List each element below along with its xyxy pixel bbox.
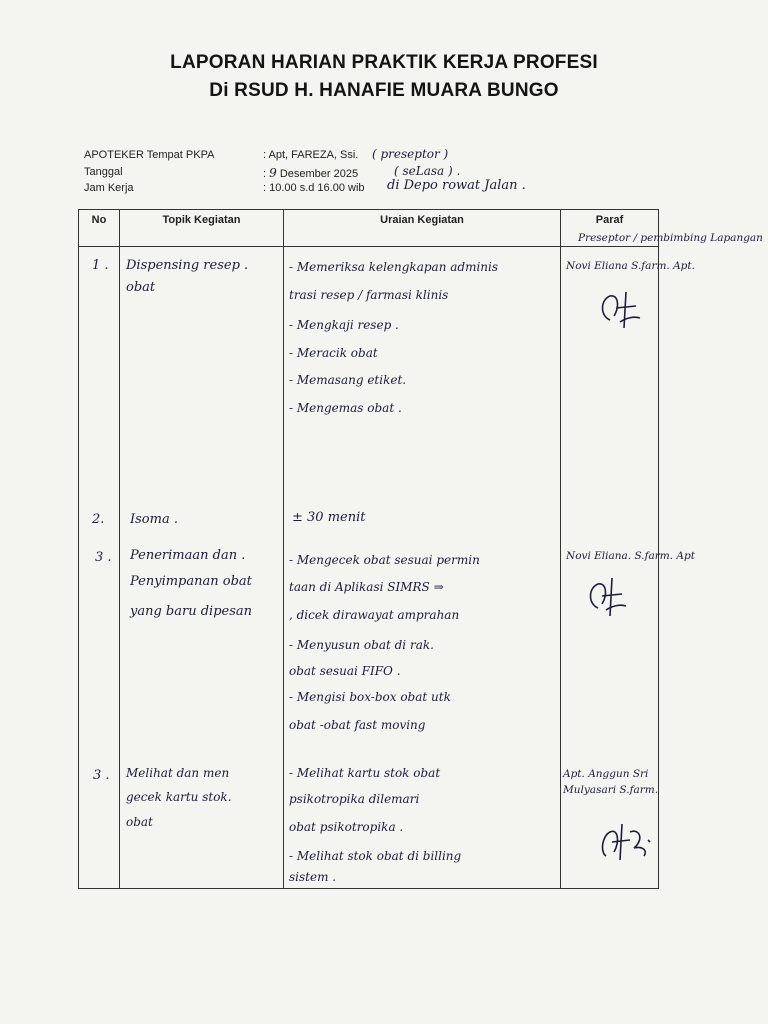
row3-paraf-name: Novi Eliana. S.farm. Apt (566, 550, 695, 562)
apoteker-note: ( preseptor ) (372, 147, 449, 161)
tanggal-prefix: : (263, 168, 267, 180)
row4-topik-line1: Melihat dan men (126, 766, 230, 780)
row1-uraian-line6: - Mengemas obat . (289, 401, 402, 415)
row3-uraian-line6: - Mengisi box-box obat utk (289, 690, 451, 704)
row3-topik-line2: Penyimpanan obat (130, 574, 252, 589)
row4-topik-line3: obat (126, 815, 153, 829)
row3-uraian-line5: obat sesuai FIFO . (289, 664, 401, 678)
tanggal-note: ( seLasa ) . (394, 164, 461, 178)
col-divider-2 (283, 209, 284, 889)
row1-uraian-line4: - Meracik obat (289, 346, 378, 360)
row4-no: 3 . (93, 768, 110, 783)
apoteker-value: : Apt, FAREZA, Ssi. (263, 149, 359, 161)
row3-signature (584, 574, 632, 618)
row1-no: 1 . (92, 258, 109, 273)
row1-uraian-line3: - Mengkaji resep . (289, 318, 399, 332)
header-uraian: Uraian Kegiatan (380, 214, 464, 226)
row3-topik-line3: yang baru dipesan (130, 604, 253, 619)
tanggal-label: Tanggal (84, 166, 123, 178)
report-title-line1: LAPORAN HARIAN PRAKTIK KERJA PROFESI (170, 52, 598, 73)
row1-topik-line2: obat (126, 280, 156, 295)
row2-topik: Isoma . (130, 512, 178, 527)
header-paraf: Paraf (595, 214, 624, 226)
row1-uraian-line5: - Memasang etiket. (289, 373, 407, 387)
row3-uraian-line7: obat -obat fast moving (289, 718, 426, 732)
row4-signature (596, 818, 654, 864)
row4-uraian-line1: - Melihat kartu stok obat (289, 766, 441, 780)
jam-label: Jam Kerja (84, 182, 134, 194)
jam-note: di Depo rowat Jalan . (387, 178, 526, 193)
header-topik: Topik Kegiatan (162, 214, 241, 226)
row4-paraf-name: Apt. Anggun Sri Mulyasari S.farm. (563, 768, 659, 796)
table-bottom-border (78, 888, 659, 889)
tanggal-value (263, 166, 358, 180)
row1-paraf-name: Novi Eliana S.farm. Apt. (566, 260, 695, 272)
table-left-border (78, 209, 79, 889)
row2-uraian: ± 30 menit (292, 510, 366, 525)
tanggal-day: 9 (269, 166, 277, 180)
row1-topik-line1: Dispensing resep . (126, 258, 249, 273)
header-no: No (91, 214, 107, 226)
row1-uraian-line2: trasi resep / farmasi klinis (289, 288, 449, 302)
row3-no: 3 . (95, 550, 112, 565)
row3-uraian-line4: - Menyusun obat di rak. (289, 638, 434, 652)
row3-uraian-line2: taan di Aplikasi SIMRS ⇒ (289, 580, 444, 594)
row4-uraian-line2: psikotropika dilemari (289, 792, 420, 806)
report-title-line2: Di RSUD H. HANAFIE MUARA BUNGO (209, 80, 559, 101)
row4-uraian-line4: - Melihat stok obat di billing (289, 849, 462, 863)
col-divider-3 (560, 209, 561, 889)
table-header-bottom-border (78, 246, 659, 247)
header-paraf-sub: Preseptor / pembimbing Lapangan (578, 232, 763, 244)
row1-signature (596, 288, 646, 330)
row1-uraian-line1: - Memeriksa kelengkapan adminis (289, 260, 499, 274)
tanggal-rest: Desember 2025 (279, 168, 359, 180)
row4-uraian-line3: obat psikotropika . (289, 820, 404, 834)
row3-topik-line1: Penerimaan dan . (130, 548, 246, 563)
col-divider-1 (119, 209, 120, 889)
row3-uraian-line3: , dicek dirawayat amprahan (289, 608, 460, 622)
row3-uraian-line1: - Mengecek obat sesuai permin (289, 553, 480, 567)
table-top-border (78, 209, 659, 210)
apoteker-label: APOTEKER Tempat PKPA (84, 149, 215, 161)
jam-value: : 10.00 s.d 16.00 wib (263, 182, 365, 194)
row4-uraian-line5: sistem . (289, 870, 337, 884)
row4-topik-line2: gecek kartu stok. (126, 790, 232, 804)
row2-no: 2. (92, 512, 105, 527)
